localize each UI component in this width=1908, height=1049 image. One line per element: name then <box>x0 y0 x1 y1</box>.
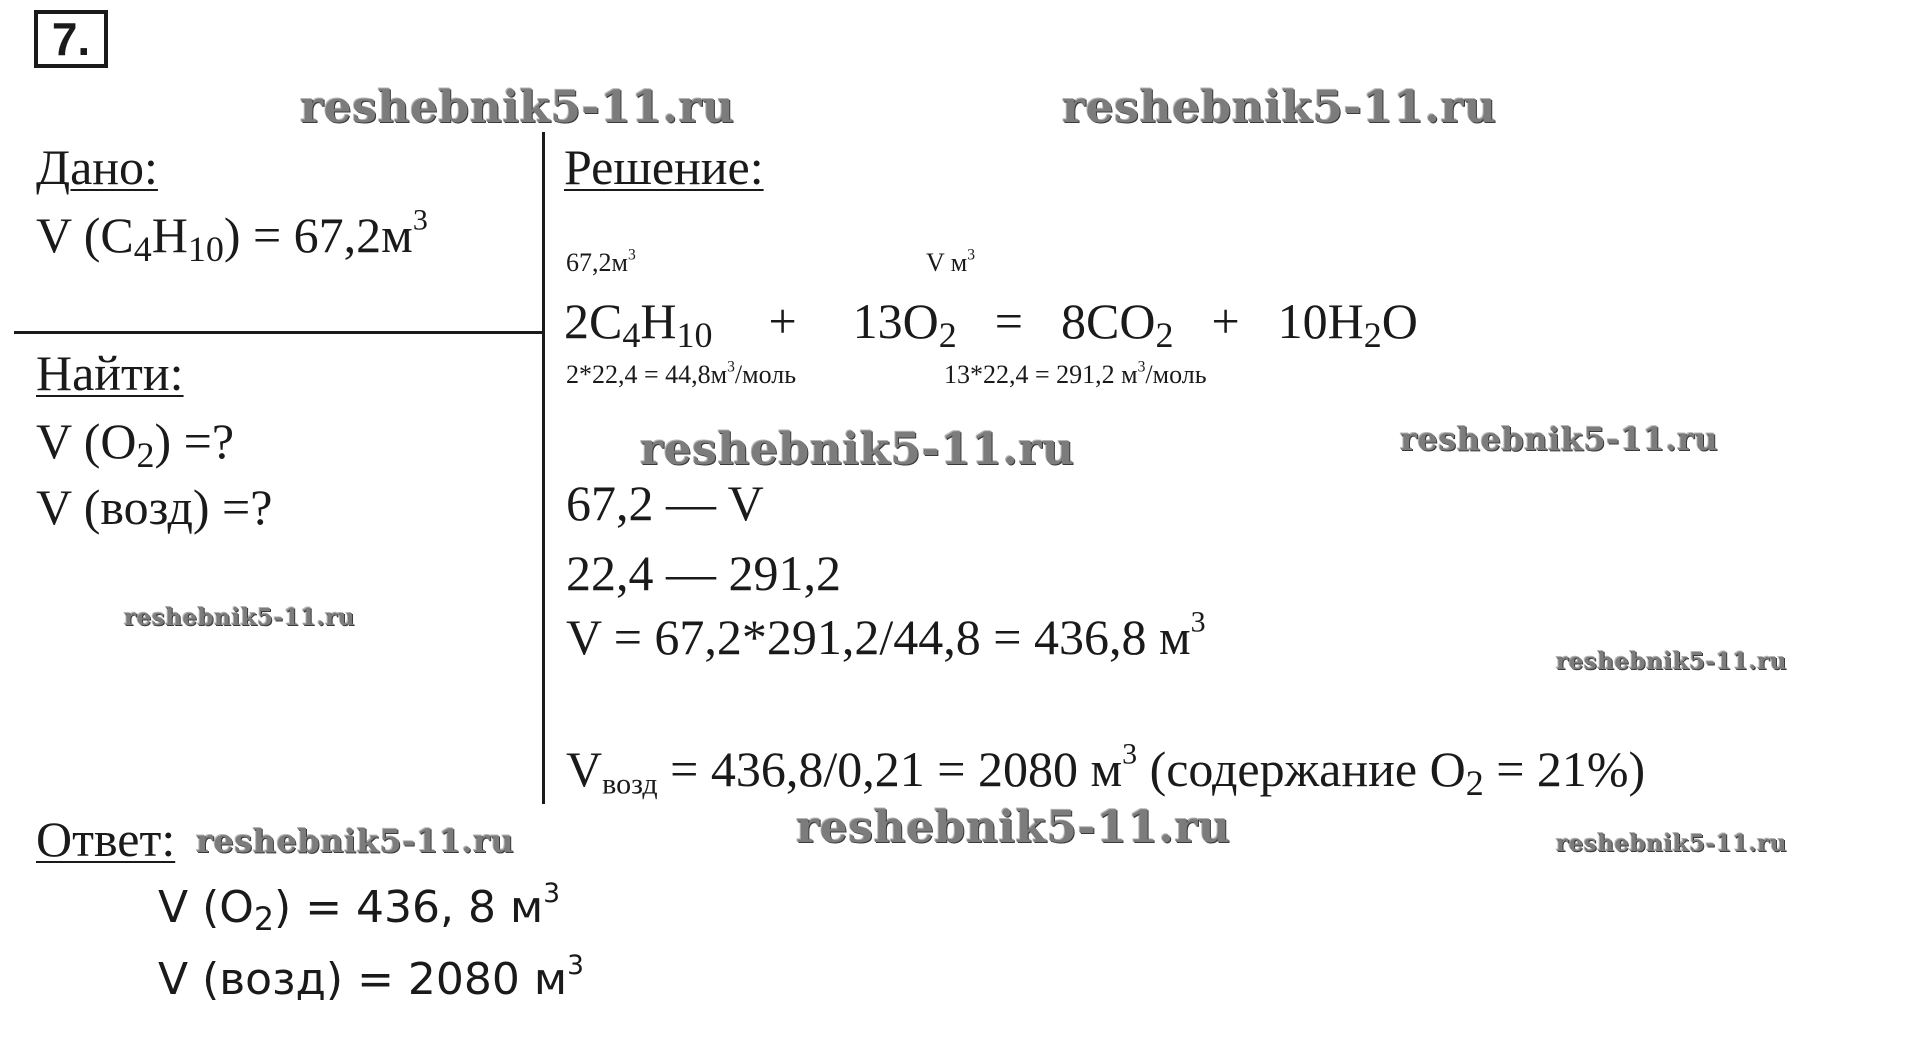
molar-volume-butane: $2*22,4 = 44,8м^3$/моль <box>566 358 797 389</box>
watermark: reshebnik5-11.ru <box>1062 82 1497 133</box>
watermark: reshebnik5-11.ru <box>1556 830 1787 857</box>
watermark: reshebnik5-11.ru <box>1400 420 1719 458</box>
watermark: reshebnik5-11.ru <box>640 424 1075 475</box>
oxygen-calculation: V = 67,2*291,2/44,8 = 436,8 $м^3$ <box>566 605 1206 665</box>
watermark: reshebnik5-11.ru <box>300 82 735 133</box>
watermark: reshebnik5-11.ru <box>124 604 355 631</box>
watermark: reshebnik5-11.ru <box>196 822 515 860</box>
equation-given-volume: $67,2м^3$ <box>566 246 636 277</box>
equation-unknown-volume: V $м^3$ <box>926 246 976 277</box>
watermark: reshebnik5-11.ru <box>796 802 1231 853</box>
answer-oxygen: V $(O_2) = 436$, 8 $м^3$ <box>158 878 560 938</box>
find-air: V (возд) =? <box>36 479 273 535</box>
horizontal-divider <box>14 331 544 334</box>
solution-heading: Решение: <box>564 139 764 195</box>
find-heading: Найти: <box>36 345 184 401</box>
answer-heading: Ответ: <box>36 811 176 867</box>
given-heading: Дано: <box>36 139 158 195</box>
task-number: 7. <box>34 10 108 68</box>
vertical-divider <box>542 132 545 804</box>
watermark: reshebnik5-11.ru <box>1556 648 1787 675</box>
given-volume: V $(C_4H_{10}) = 67,2м^3$ <box>36 203 428 269</box>
proportion-line-2: 22,4 — 291,2 <box>566 545 841 601</box>
proportion-line-1: 67,2 — V <box>566 475 764 531</box>
air-calculation: $V_{возд} = 436,8/0,21 = 2080$ $м^3$ (содержание $O_2 = 21\%$) <box>566 737 1646 803</box>
reaction-equation: $2C_4H_{10} + 13O_2 = 8CO_2 + 10H_2O$ <box>564 293 1418 355</box>
molar-volume-oxygen: 13*22,4 = 291,2 $м^3$/моль <box>944 358 1207 389</box>
find-oxygen: V $(O_2)$ =? <box>36 413 235 475</box>
answer-air: V (возд) = 2080 $м^3$ <box>158 950 584 1005</box>
